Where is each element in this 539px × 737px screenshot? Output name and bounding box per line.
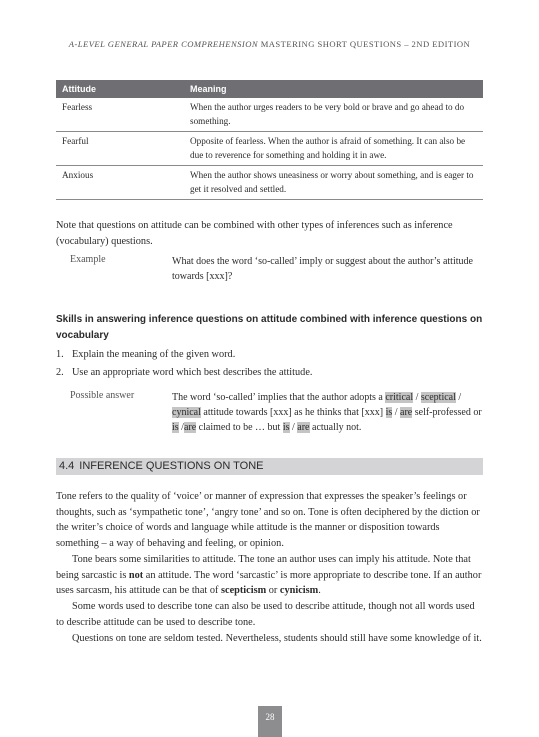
table-row — [56, 166, 483, 200]
table-cell-attitude: Fearful — [56, 132, 184, 166]
highlighted-word: cynical — [172, 407, 201, 418]
list-item — [56, 364, 484, 382]
bold-word: cynicism — [279, 585, 319, 596]
column-header-meaning: Meaning — [184, 80, 483, 98]
page-number: 28 — [258, 706, 282, 737]
example-text: What does the word ‘so-called’ imply or suggest about the author’s attitude towards [xxx]? — [172, 256, 473, 282]
running-head-title: A-LEVEL GENERAL PAPER COMPREHENSION — [68, 39, 259, 49]
table-cell-attitude: Anxious — [56, 166, 184, 200]
step-text: Explain the meaning of the given word. — [72, 349, 236, 360]
skills-heading: Skills in answering inference questions on attitude combined with inference questions on vocabulary — [56, 314, 483, 341]
note-paragraph: Note that questions on attitude can be combined with other types of inferences such as inference (vocabulary) questions. — [56, 220, 453, 247]
section-heading — [56, 458, 483, 475]
answer-text: / — [455, 392, 462, 403]
answer-text: / — [289, 422, 298, 433]
tone-paragraph-3: Some words used to describe tone can also be used to describe attitude, though not all words used to describe attitude can be used to describe tone. — [56, 601, 475, 628]
paragraph-text: . — [318, 585, 321, 596]
table-header-row — [56, 80, 483, 98]
highlighted-word: is — [282, 422, 290, 433]
answer-text: claimed to be … but — [196, 422, 283, 433]
highlighted-word: are — [297, 422, 310, 433]
section-title: INFERENCE QUESTIONS ON TONE — [79, 460, 264, 472]
possible-answer-label: Possible answer — [70, 390, 135, 401]
tone-paragraph-2 — [56, 552, 484, 599]
tone-paragraph-1: Tone refers to the quality of ‘voice’ or manner of expression that expresses the speaker’s feelings or thoughts, such as ‘sympathetic tone’, ‘angry tone’ and so on. Tone is often deciphered by the diction or the writer’s choice of words and language while attitude is the manner or disposition towards something – a way of behaving and feeling, or opinion. — [56, 491, 480, 549]
table-cell-attitude: Fearless — [56, 98, 184, 132]
highlighted-word: are — [400, 407, 413, 418]
paragraph-text: an attitude. The word ‘sarcastic’ is more appropriate to describe tone. If an author uses sarcasm, his attitude can be that of — [56, 569, 482, 596]
answer-text: self-professed or — [412, 407, 482, 418]
list-item — [56, 346, 484, 364]
section-number: 4.4 — [59, 460, 75, 472]
paragraph-text: or — [266, 585, 280, 596]
highlighted-word: is — [385, 407, 393, 418]
attitude-table — [56, 80, 483, 200]
highlighted-word: is — [172, 422, 179, 433]
table-row — [56, 132, 483, 166]
answer-text: attitude towards [xxx] as he thinks that [xxx] — [200, 407, 386, 418]
highlighted-word: critical — [385, 392, 414, 403]
table-cell-meaning: Opposite of fearless. When the author is afraid of something. It can also be due to reverence for something and holding it in awe. — [184, 132, 483, 166]
table-cell-meaning: When the author urges readers to be very bold or brave and go ahead to do something. — [184, 98, 483, 132]
table-row — [56, 98, 483, 132]
step-number: 1. — [56, 349, 64, 360]
column-header-attitude: Attitude — [56, 80, 184, 98]
step-number: 2. — [56, 367, 64, 378]
answer-text: The word ‘so-called’ implies that the author adopts a — [172, 392, 386, 403]
highlighted-word: are — [183, 422, 197, 433]
example-label: Example — [70, 254, 106, 265]
step-text: Use an appropriate word which best describes the attitude. — [72, 367, 313, 378]
bold-word: not — [128, 569, 144, 581]
running-head — [0, 39, 539, 49]
possible-answer-text — [172, 390, 484, 435]
answer-text: / — [413, 392, 421, 403]
answer-text: / — [392, 407, 401, 418]
answer-text: / — [178, 422, 184, 433]
steps-list — [56, 346, 484, 382]
answer-text: actually not. — [309, 422, 362, 433]
paragraph-text: Tone bears some similarities to attitude. The tone an author uses can imply his attitude. Note that being sarcastic is — [56, 554, 471, 581]
running-head-edition: MASTERING SHORT QUESTIONS – 2ND EDITION — [260, 39, 471, 49]
tone-paragraph-4: Questions on tone are seldom tested. Nevertheless, students should still have some knowledge of it. — [72, 633, 482, 644]
highlighted-word: sceptical — [420, 392, 456, 403]
bold-word: scepticism — [221, 585, 267, 596]
table-cell-meaning: When the author shows uneasiness or worry about something, and is eager to get it resolved and settled. — [184, 166, 483, 200]
